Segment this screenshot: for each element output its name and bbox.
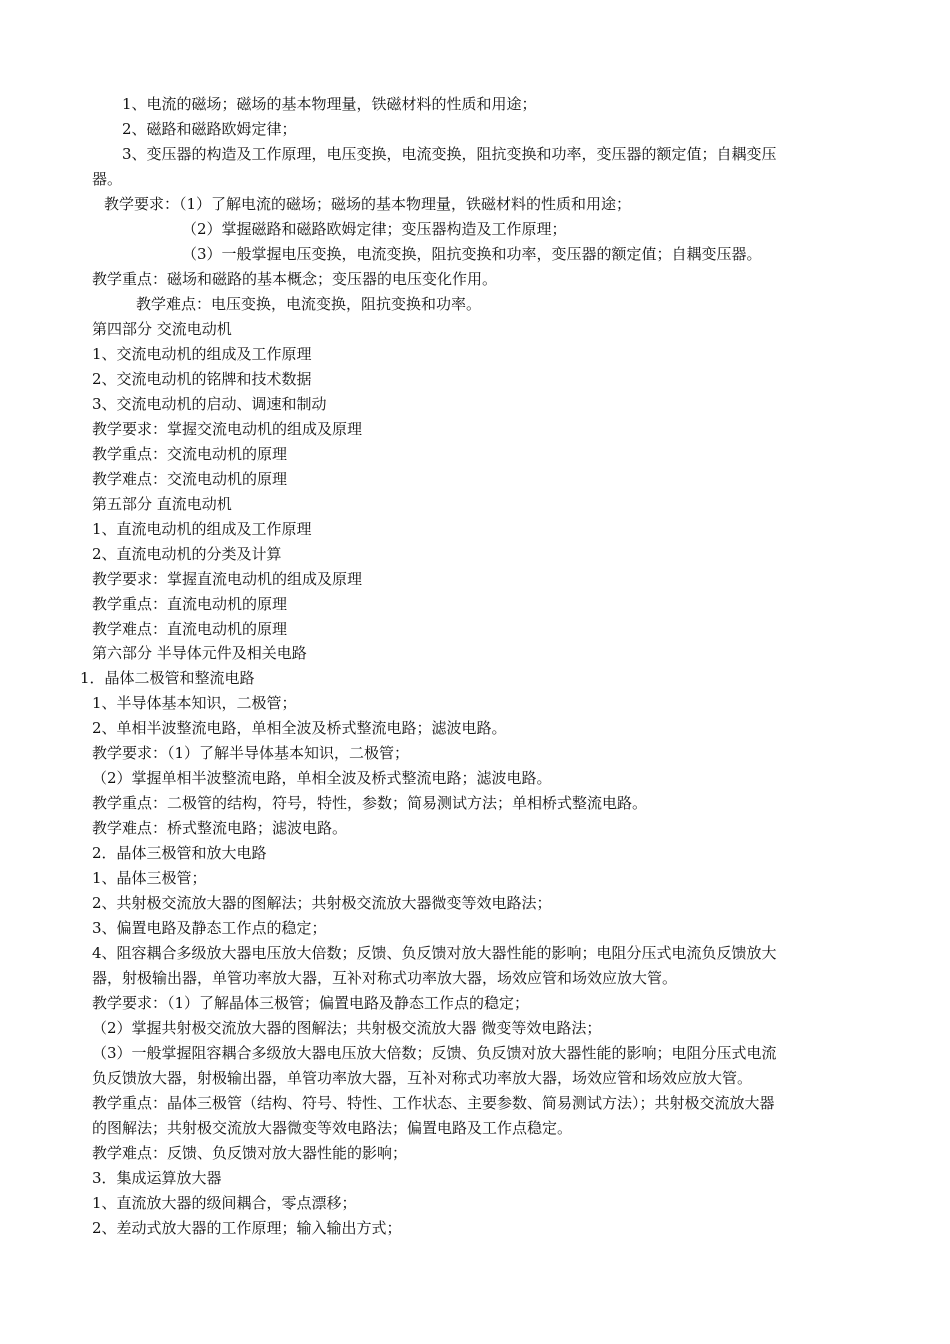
text-line: 教学难点：电压变换，电流变换，阻抗变换和功率。: [136, 295, 482, 313]
text-line: 教学难点：反馈、负反馈对放大器性能的影响；: [92, 1144, 408, 1162]
text-line: 2、交流电动机的铭牌和技术数据: [92, 370, 312, 388]
text-line: 负反馈放大器，射极输出器，单管功率放大器，互补对称式功率放大器，场效应管和场效应放大管。: [92, 1069, 753, 1087]
text-line: 教学难点：直流电动机的原理: [92, 620, 288, 638]
section-heading: 第五部分 直流电动机: [92, 495, 232, 513]
text-line: 1、晶体三极管；: [92, 869, 207, 887]
text-line: 1、电流的磁场；磁场的基本物理量，铁磁材料的性质和用途；: [122, 95, 537, 113]
text-line: （2）掌握磁路和磁路欧姆定律；变压器构造及工作原理；: [182, 220, 567, 238]
text-line: 教学难点：桥式整流电路；滤波电路。: [92, 819, 348, 837]
text-line: 1、半导体基本知识，二极管；: [92, 694, 297, 712]
section-heading: 第六部分 半导体元件及相关电路: [92, 644, 307, 662]
section-heading: 第四部分 交流电动机: [92, 320, 232, 338]
text-line: 教学重点：交流电动机的原理: [92, 445, 288, 463]
text-line: 器。: [92, 170, 123, 188]
subsection-heading: 2．晶体三极管和放大电路: [92, 844, 267, 862]
text-line: 教学重点：二极管的结构，符号，特性，参数；简易测试方法；单相桥式整流电路。: [92, 794, 648, 812]
subsection-heading: 1．晶体二极管和整流电路: [80, 669, 255, 687]
text-line: 教学要求：（1）了解半导体基本知识，二极管；: [92, 744, 410, 762]
text-line: （2）掌握共射极交流放大器的图解法；共射极交流放大器 微变等效电路法；: [92, 1019, 602, 1037]
text-line: 2、差动式放大器的工作原理；输入输出方式；: [92, 1219, 402, 1237]
text-line: 2、直流电动机的分类及计算: [92, 545, 282, 563]
text-line: 1、直流电动机的组成及工作原理: [92, 520, 312, 538]
text-line: 教学重点：晶体三极管（结构、符号、特性、工作状态、主要参数、简易测试方法）；共射极交流放大器: [92, 1094, 775, 1112]
text-line: （2）掌握单相半波整流电路，单相全波及桥式整流电路；滤波电路。: [92, 769, 552, 787]
text-line: 的图解法；共射极交流放大器微变等效电路法；偏置电路及工作点稳定。: [92, 1119, 573, 1137]
text-line: 教学重点：直流电动机的原理: [92, 595, 288, 613]
text-line: 1、交流电动机的组成及工作原理: [92, 345, 312, 363]
subsection-heading: 3．集成运算放大器: [92, 1169, 222, 1187]
text-line: 教学要求：（1）了解电流的磁场；磁场的基本物理量，铁磁材料的性质和用途；: [104, 195, 632, 213]
text-line: （3）一般掌握阻容耦合多级放大器电压放大倍数；反馈、负反馈对放大器性能的影响；电阻分压式电流: [92, 1044, 777, 1062]
text-line: 教学要求：（1）了解晶体三极管；偏置电路及静态工作点的稳定；: [92, 994, 530, 1012]
text-line: 4、阻容耦合多级放大器电压放大倍数；反馈、负反馈对放大器性能的影响；电阻分压式电流负反馈放大: [92, 944, 777, 962]
text-line: 教学要求：掌握交流电动机的组成及原理: [92, 420, 363, 438]
text-line: 器，射极输出器，单管功率放大器，互补对称式功率放大器，场效应管和场效应放大管。: [92, 969, 678, 987]
text-line: （3）一般掌握电压变换，电流变换，阻抗变换和功率，变压器的额定值；自耦变压器。: [182, 245, 762, 263]
text-line: 3、变压器的构造及工作原理，电压变换，电流变换，阻抗变换和功率，变压器的额定值；自耦变压: [122, 145, 777, 163]
text-line: 2、共射极交流放大器的图解法；共射极交流放大器微变等效电路法；: [92, 894, 552, 912]
text-line: 2、单相半波整流电路，单相全波及桥式整流电路；滤波电路。: [92, 719, 507, 737]
text-line: 2、磁路和磁路欧姆定律；: [122, 120, 297, 138]
text-line: 3、交流电动机的启动、调速和制动: [92, 395, 327, 413]
text-line: 1、直流放大器的级间耦合，零点漂移；: [92, 1194, 357, 1212]
text-line: 教学重点：磁场和磁路的基本概念；变压器的电压变化作用。: [92, 270, 498, 288]
text-line: 教学难点：交流电动机的原理: [92, 470, 288, 488]
text-line: 3、偏置电路及静态工作点的稳定；: [92, 919, 327, 937]
text-line: 教学要求：掌握直流电动机的组成及原理: [92, 570, 363, 588]
